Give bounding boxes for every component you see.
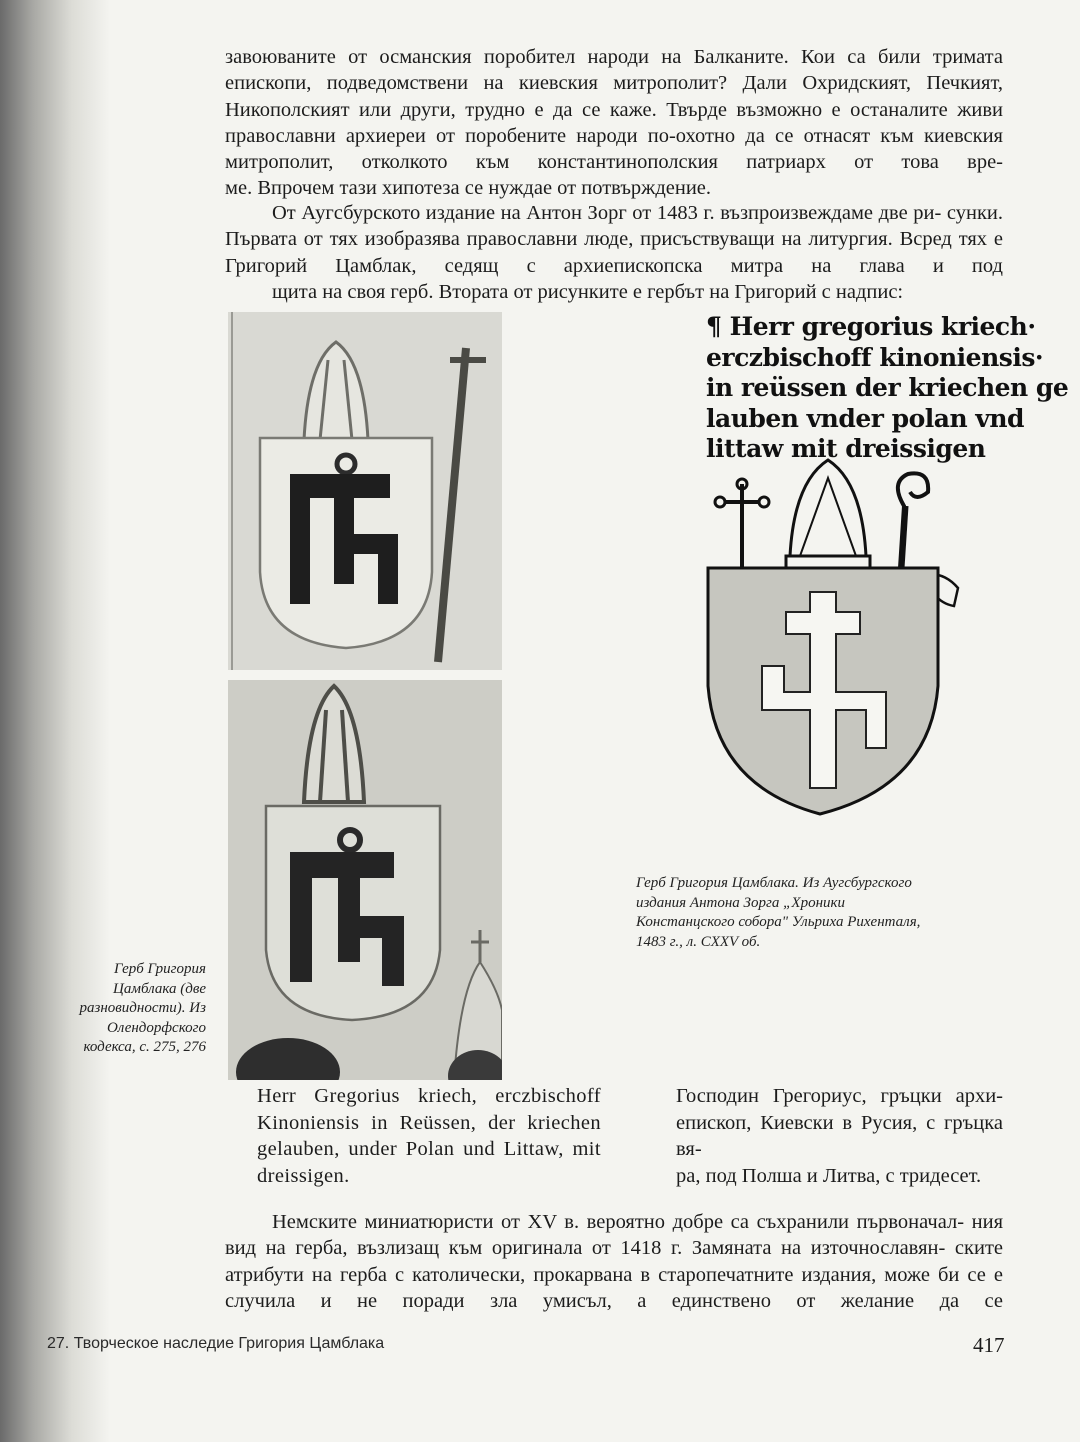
page-number: 417 bbox=[973, 1333, 1005, 1357]
paragraph-3: Немските миниатюристи от XV в. вероятно добре са съхранили първоначал- ния вид на герба, възлизащ към оригинала от 1418 г. Замяната на източнославян- ските атрибути на герба с католически, прокарвана в старопечатните издания, може би се е случила и не поради зла умисъл, а единствено от желание да се bbox=[225, 1211, 1004, 1312]
woodcut-line: ¶ Herr gregorius kriech· bbox=[706, 312, 1036, 341]
woodcut-line: erczbischoff kinoniensis· bbox=[706, 342, 1044, 372]
inscription-german: Herr Gregorius kriech, erczbischoff Kinoniensis in Reüssen, der kriechen gelauben, under Polan und Littaw, mit dreissigen. bbox=[257, 1085, 601, 1187]
paragraph-1: завоюваните от османския поробител народи на Балканите. Кои са били тримата епископи, подведомствени на киевския митрополит? Дали Охридският, Печкият, Никополският или други, трудно е да се каже. Твърде възможно е останалите живи православни архиереи от поробените народи по-охотно да се отнасят към киевския митрополит, отколкото към константинополския патриарх от това вре- ме. Впрочем тази хипотеза се нуждае от потвърждение. bbox=[225, 46, 1004, 200]
woodcut-line: lauben vnder polan vnd bbox=[706, 403, 1025, 433]
coat-of-arms-image-1 bbox=[228, 312, 502, 670]
coat-of-arms-image-2 bbox=[228, 680, 502, 1080]
woodcut-line: littaw mit dreissigen bbox=[706, 434, 986, 463]
caption-left: Герб Григория Цамблака (две разновидности). Из Олендорфского кодекса, с. 275, 276 bbox=[79, 961, 206, 1055]
woodcut-line: in reüssen der kriechen ge bbox=[706, 373, 1069, 402]
page-gutter-shadow bbox=[0, 0, 110, 1442]
running-footer: 27. Творческое наследие Григория Цамблака bbox=[47, 1335, 385, 1352]
inscription-bulgarian: Господин Грегориус, гръцки архи- епископ, Киевски в Русия, с гръцка вя- ра, под Полша и Литва, с тридесет. bbox=[676, 1085, 1003, 1187]
paragraph-2: От Аугсбурското издание на Антон Зорг от 1483 г. възпроизвеждаме две ри- сунки. Първата от тях изобразява православни люде, присъствуващи на литургия. Всред тях е Григорий Цамблак, седящ с архиепископска митра на глава и под щита на своя герб. Втората от рисунките е гербът на Григорий с надпис: bbox=[225, 202, 1004, 303]
caption-right: Герб Григория Цамблака. Из Аугсбургского издания Антона Зорга „Хроники Констанцского собора" Ульриха Рихенталя, 1483 г., л. CXXV об. bbox=[636, 875, 921, 950]
woodcut-inscription bbox=[706, 312, 1069, 465]
